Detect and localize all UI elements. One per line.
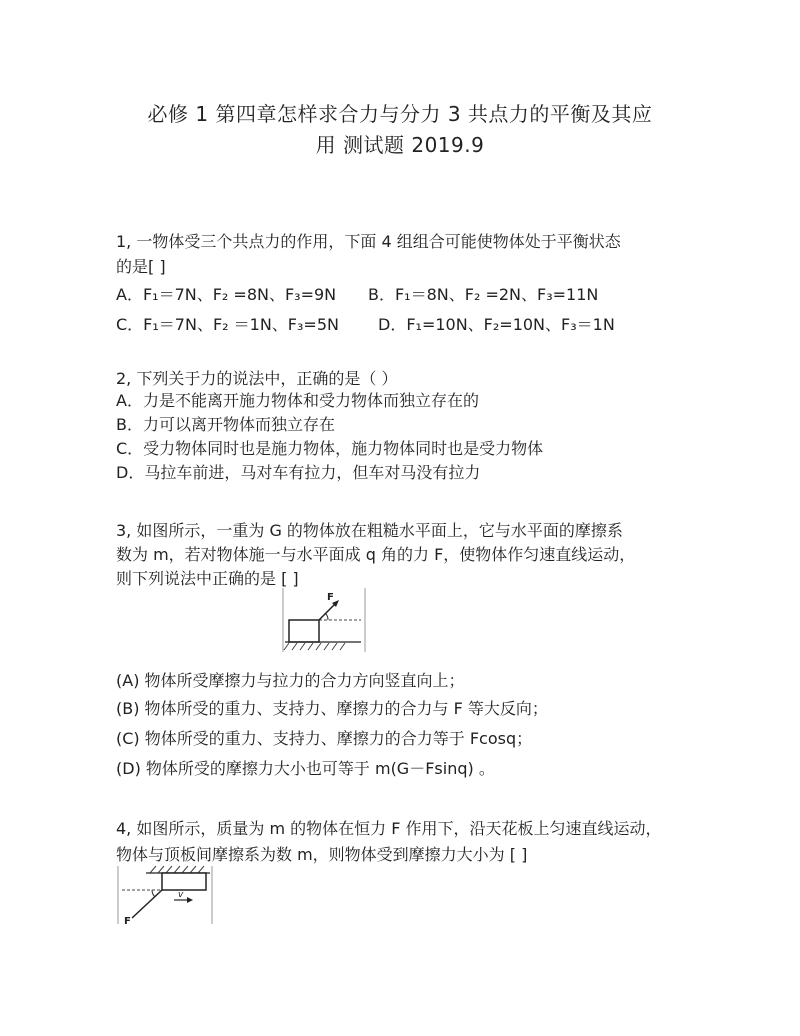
q3-option-c: (C) 物体所受的重力、支持力、摩擦力的合力等于 Fcosq； [116,729,533,748]
q2-stem: 2, 下列关于力的说法中，正确的是（ ） [116,369,398,388]
q3-option-b: (B) 物体所受的重力、支持力、摩擦力的合力与 F 等大反向； [116,699,548,718]
q1-option-a: A．F₁＝7N、F₂ =8N、F₃=9N [116,285,337,304]
q3-ground-hatching [284,643,345,650]
document-title-line2: 用 测试题 2019.9 [315,133,485,157]
q1-stem-line1: 1, 一物体受三个共点力的作用，下面 4 组组合可能使物体处于平衡状态 [116,232,621,251]
q2-option-d: D．马拉车前进，马对车有拉力，但车对马没有拉力 [116,463,481,482]
q2-option-a: A．力是不能离开施力物体和受力物体而独立存在的 [116,391,479,410]
q3-stem-line2: 数为 m，若对物体施一与水平面成 q 角的力 F，使物体作匀速直线运动， [116,545,636,564]
q4-figure-label-f: F [124,916,131,926]
q3-figure-label-f: F [327,592,334,603]
q1-stem-line2: 的是[ ] [116,257,166,276]
q4-block [162,873,206,890]
q4-angle-arc [152,890,155,897]
q1-option-c: C．F₁＝7N、F₂ ＝1N、F₃=5N [116,315,339,334]
q2-option-b: B．力可以离开物体而独立存在 [116,415,335,434]
q4-figure-block-on-ceiling [116,864,216,926]
q4-velocity-arrowhead [187,897,193,903]
q3-option-d: (D) 物体所受的摩擦力大小也可等于 m(G－Fsinq) 。 [116,759,495,778]
q4-stem-line2: 物体与顶板间摩擦系为数 m，则物体受到摩擦力大小为 [ ] [116,845,528,864]
q4-stem-line1: 4, 如图所示，质量为 m 的物体在恒力 F 作用下，沿天花板上匀速直线运动， [116,819,662,838]
q4-ceiling-hatching [150,866,204,873]
q1-option-b: B．F₁＝8N、F₂ =2N、F₃=11N [368,285,599,304]
q3-angle-arc [325,613,328,620]
q3-stem-line3: 则下列说法中正确的是 [ ] [116,569,299,588]
q3-block [289,620,319,642]
q3-figure-block-on-floor [281,588,367,656]
q2-option-c: C．受力物体同时也是施力物体，施力物体同时也是受力物体 [116,439,544,458]
q3-option-a: (A) 物体所受摩擦力与拉力的合力方向竖直向上； [116,671,465,690]
q4-force-line [132,890,162,918]
q1-option-d: D．F₁=10N、F₂=10N、F₃＝1N [378,315,615,334]
document-title-line1: 必修 1 第四章怎样求合力与分力 3 共点力的平衡及其应 [147,102,653,126]
q4-figure-label-v: v [178,890,184,900]
q3-stem-line1: 3, 如图所示，一重为 G 的物体放在粗糙水平面上，它与水平面的摩擦系 [116,521,623,540]
